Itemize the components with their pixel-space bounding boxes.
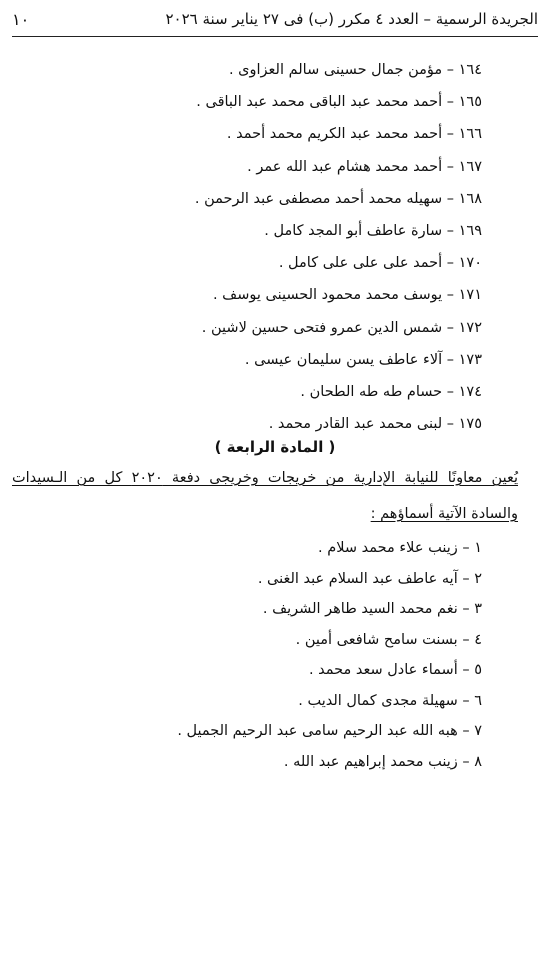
article-intro-line-1: يُعين معاونًا للنيابة الإدارية من خريجات وخريجى دفعة ٢٠٢٠ كل من الـسيدات (12, 470, 518, 486)
list-item: ١٦٩ – سارة عاطف أبو المجد كامل . (264, 222, 482, 239)
list-item: ٢ – آيه عاطف عبد السلام عبد الغنى . (257, 570, 482, 587)
gazette-title: الجريدة الرسمية – العدد ٤ مكرر (ب) فى ٢٧ يناير سنة ٢٠٢٦ (165, 10, 538, 28)
page-header (12, 6, 538, 32)
list-item: ٤ – بسنت سامح شافعى أمين . (295, 631, 482, 648)
list-item: ١٦٥ – أحمد محمد عبد الباقى محمد عبد الباقى . (196, 94, 482, 111)
list-item: ١٦٧ – أحمد محمد هشام عبد الله عمر . (247, 158, 482, 175)
list-item: ١٧٣ – آلاء عاطف يسن سليمان عيسى . (244, 351, 482, 368)
article-intro-line-2: والسادة الآتية أسماؤهم : (370, 506, 518, 522)
page-number: ١٠ (12, 9, 30, 29)
list-item: ٣ – نغم محمد السيد طاهر الشريف . (262, 601, 482, 617)
list-item: ١٦٤ – مؤمن جمال حسينى سالم العزاوى . (228, 62, 482, 78)
list-item: ١٦٨ – سهيله محمد أحمد مصطفى عبد الرحمن . (194, 190, 482, 207)
appointees-list (177, 534, 482, 778)
list-item: ١٧٥ – لبنى محمد عبد القادر محمد . (268, 416, 482, 433)
list-item: ٦ – سهيلة مجدى كمال الديب . (298, 692, 482, 709)
header-divider (12, 36, 538, 37)
list-item: ١٧١ – يوسف محمد محمود الحسينى يوسف . (212, 287, 482, 304)
article-heading: ( المادة الرابعة ) (214, 438, 336, 456)
names-list-continued (195, 56, 482, 442)
list-item: ٥ – أسماء عادل سعد محمد . (308, 662, 482, 678)
list-item: ٧ – هبه الله عبد الرحيم سامى عبد الرحيم الجميل . (177, 723, 482, 739)
list-item: ١٧٠ – أحمد على على على كامل . (278, 255, 482, 272)
list-item: ١٦٦ – أحمد محمد عبد الكريم محمد أحمد . (226, 126, 482, 143)
list-item: ١٧٢ – شمس الدين عمرو فتحى حسين لاشين . (201, 319, 482, 336)
list-item: ٨ – زينب محمد إبراهيم عبد الله . (283, 753, 482, 770)
list-item: ١٧٤ – حسام طه طه الطحان . (300, 383, 482, 400)
list-item: ١ – زينب علاء محمد سلام . (318, 540, 482, 556)
